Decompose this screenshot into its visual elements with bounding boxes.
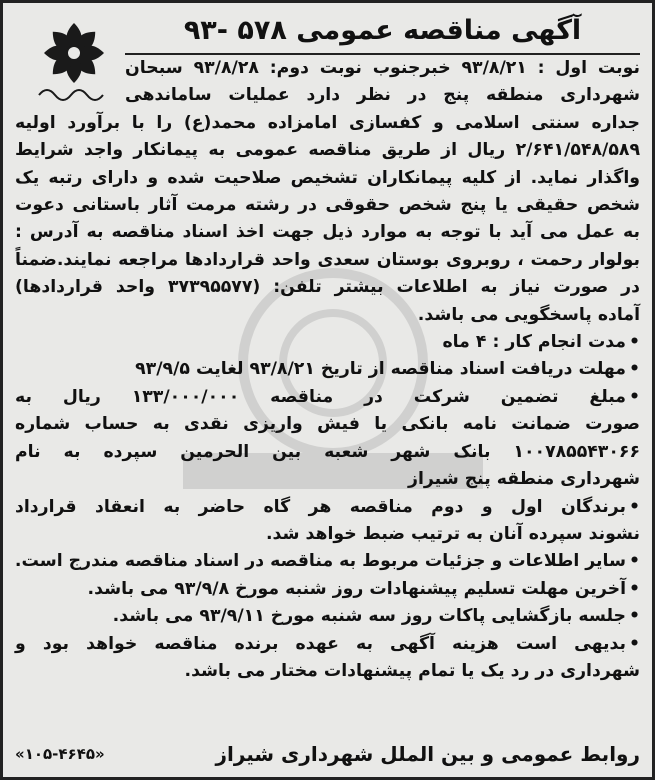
body-line: جداره سنتی اسلامی و کفسازی امامزاده محمد(ع) را با برآورد اولیه xyxy=(15,112,640,133)
body-line: بولوار رحمت ، روبروی بوستان سعدی واحد قراردادها مراجعه نمایند.ضمناً xyxy=(15,249,640,270)
condition-line xyxy=(15,384,640,411)
bullet-icon: • xyxy=(628,551,640,572)
bullet-icon: • xyxy=(628,633,640,654)
condition-text: نشوند سپرده آنان به ترتیب ضبط خواهد شد. xyxy=(265,523,640,544)
condition-line xyxy=(15,631,640,658)
condition-text: ۱۰۰۷۸۵۵۴۳۰۶۶ بانک شهر شعبه بین الحرمین سپرده به نام xyxy=(15,441,640,462)
conditions-list xyxy=(15,329,640,685)
condition-line xyxy=(15,576,640,603)
condition-line xyxy=(15,329,640,356)
municipality-logo-icon xyxy=(31,19,117,103)
condition-line xyxy=(15,603,640,630)
condition-line xyxy=(15,658,640,685)
condition-text: شهرداری منطقه پنج شیراز xyxy=(408,469,640,490)
bullet-icon: • xyxy=(628,386,640,407)
bullet-icon: • xyxy=(628,359,640,380)
bullet-icon: • xyxy=(628,578,640,599)
body-line: شهرداری منطقه پنج در نظر دارد عملیات ساماندهی xyxy=(125,85,640,106)
condition-line xyxy=(15,466,640,493)
condition-text: صورت ضمانت نامه بانکی یا فیش واریزی نقدی به حساب شماره xyxy=(15,414,640,435)
body-line: نوبت اول : ۹۳/۸/۲۱ خبرجنوب نوبت دوم: ۹۳/۸/۲۸ سبحان xyxy=(125,58,640,78)
body-line: در صورت نیاز به اطلاعات بیشتر تلفن: (۳۷۳۹۵۵۷۷ واحد قراردادها) xyxy=(15,277,640,298)
bullet-icon: • xyxy=(628,496,640,517)
condition-text: آخرین مهلت تسلیم پیشنهادات روز شنبه مورخ ۹۳/۹/۸ می باشد. xyxy=(87,578,626,599)
body-line: شخص حقیقی یا پنج شخص حقوقی در رشته مرمت آثار باستانی دعوت xyxy=(15,195,640,216)
notice-title: آگهی مناقصه عمومی ۵۷۸ -۹۳ xyxy=(125,11,640,55)
bullet-icon: • xyxy=(628,332,640,353)
condition-line xyxy=(15,494,640,521)
notice-content xyxy=(15,11,640,769)
body-line: واگذار نماید. از کلیه پیمانکاران تشخیص صلاحیت شده و دارای رتبه یک xyxy=(15,167,640,188)
condition-line xyxy=(15,356,640,383)
condition-line xyxy=(15,439,640,466)
condition-line xyxy=(15,411,640,438)
body-line: به عمل می آید با توجه به موارد ذیل جهت اخذ اسناد مناقصه به آدرس : xyxy=(15,222,640,243)
condition-text: شهرداری در رد یک یا تمام پیشنهادات مختار می باشد. xyxy=(184,660,640,681)
footer-organization: روابط عمومی و بین الملل شهرداری شیراز xyxy=(215,742,640,766)
footer-code: «۱۰۵-۴۶۴۵» xyxy=(15,745,105,763)
notice-footer xyxy=(15,739,640,769)
condition-text: جلسه بازگشایی پاکات روز سه شنبه مورخ ۹۳/۹/۱۱ می باشد. xyxy=(112,606,626,627)
bullet-icon: • xyxy=(628,606,640,627)
condition-text: سایر اطلاعات و جزئیات مربوط به مناقصه در اسناد مناقصه مندرج است. xyxy=(14,551,626,572)
condition-text: برندگان اول و دوم مناقصه هر گاه حاضر به انعقاد قرارداد xyxy=(15,496,626,517)
condition-text: مدت انجام کار : ۴ ماه xyxy=(442,332,626,353)
condition-text: مبلغ تضمین شرکت در مناقصه ۱۳۳/۰۰۰/۰۰۰ ریال به xyxy=(15,386,626,407)
condition-text: بدیهی است هزینه آگهی به عهده برنده مناقصه خواهد بود و xyxy=(15,633,626,654)
body-line: آماده پاسخگویی می باشد. xyxy=(417,304,640,325)
body-line: ۲/۶۴۱/۵۴۸/۵۸۹ ریال از طریق مناقصه عمومی به پیمانکار واجد شرایط xyxy=(15,140,640,161)
condition-line xyxy=(15,521,640,548)
condition-text: مهلت دریافت اسناد مناقصه از تاریخ ۹۳/۸/۲۱ لغایت ۹۳/۹/۵ xyxy=(135,359,626,380)
condition-line xyxy=(15,548,640,575)
